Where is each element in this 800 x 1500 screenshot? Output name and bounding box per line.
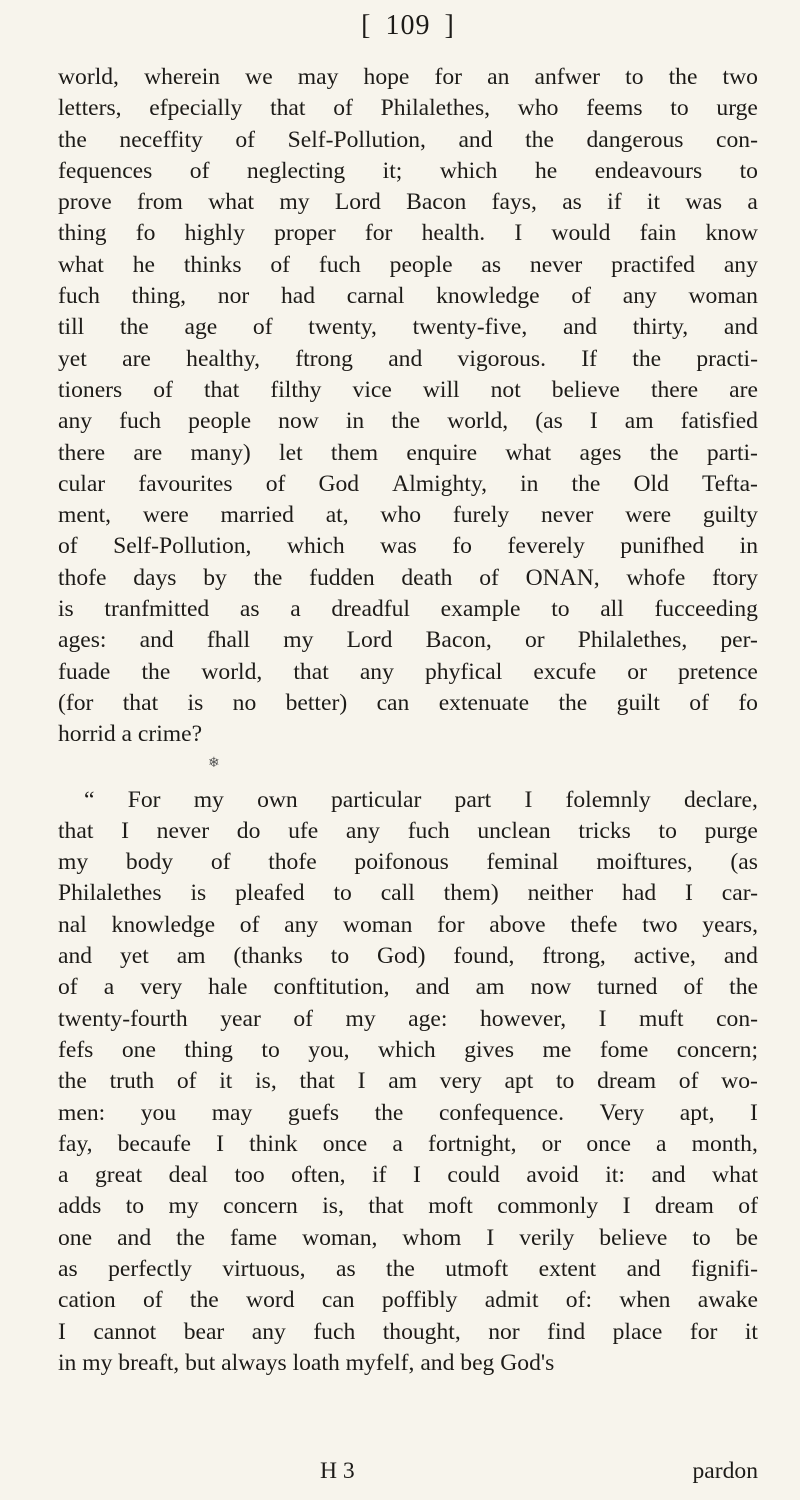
page-footer	[58, 1458, 758, 1490]
text-line: there are many) let them enquire what ages the parti-	[58, 439, 758, 466]
ornament-mark: ❄	[208, 755, 220, 771]
text-line: till the age of twenty, twenty-five, and thirty, and	[58, 314, 758, 341]
text-line: cation of the word can poffibly admit of: when awake	[58, 1287, 758, 1314]
text-line: what he thinks of fuch people as never practifed any	[58, 251, 758, 278]
text-line: fefs one thing to you, which gives me fome concern;	[58, 1036, 758, 1063]
text-line: any fuch people now in the world, (as I am fatisfied	[58, 408, 758, 435]
text-line: of a very hale conftitution, and am now turned of the	[58, 974, 758, 1001]
page-number: 109	[385, 10, 431, 41]
page-header	[58, 10, 758, 42]
text-line: the neceffity of Self-Pollution, and the dangerous con-	[58, 126, 758, 153]
text-line: one and the fame woman, whom I verily believe to be	[58, 1224, 758, 1251]
text-line: (for that is no better) can extenuate the guilt of fo	[58, 689, 758, 716]
book-page	[58, 0, 758, 1500]
text-line: in my breaft, but always loath myfelf, and beg God's	[58, 1349, 555, 1376]
text-line: twenty-fourth year of my age: however, I muft con-	[58, 1005, 758, 1032]
text-line: the truth of it is, that I am very apt to dream of wo-	[58, 1068, 758, 1095]
text-line: ages: and fhall my Lord Bacon, or Philalethes, per-	[58, 627, 758, 654]
paragraph-break	[58, 751, 758, 785]
text-line: yet are healthy, ftrong and vigorous. If the practi-	[58, 345, 758, 372]
text-line: that I never do ufe any fuch unclean tricks to purge	[58, 817, 758, 844]
text-line: a great deal too often, if I could avoid it: and what	[58, 1162, 758, 1189]
text-line: letters, efpecially that of Philalethes, who feems to urge	[58, 95, 758, 122]
text-line: cular favourites of God Almighty, in the Old Tefta-	[58, 470, 758, 497]
text-line: tioners of that filthy vice will not believe there are	[58, 376, 758, 403]
text-line: as perfectly virtuous, as the utmoft extent and fignifi-	[58, 1255, 758, 1282]
paragraph-2	[58, 785, 758, 1380]
text-line: horrid a crime?	[58, 721, 203, 748]
text-line: fequences of neglecting it; which he endeavours to	[58, 157, 758, 184]
text-line: Philalethes is pleafed to call them) neither had I car-	[58, 880, 758, 907]
text-line: thofe days by the fudden death of ONAN, whofe ftory	[58, 564, 758, 591]
header-right-bracket: ]	[444, 10, 455, 41]
text-line: world, wherein we may hope for an anfwer to the two	[58, 64, 758, 90]
text-line: “ For my own particular part I folemnly declare,	[84, 786, 758, 813]
text-line: I cannot bear any fuch thought, nor find place for it	[58, 1318, 758, 1345]
paragraph-1	[58, 62, 758, 751]
signature-mark: H 3	[320, 1458, 355, 1484]
text-line: nal knowledge of any woman for above thefe two years,	[58, 911, 758, 938]
text-line: ment, were married at, who furely never were guilty	[58, 502, 758, 529]
text-line: my body of thofe poifonous feminal moiftures, (as	[58, 849, 758, 876]
text-line: adds to my concern is, that moft commonly I dream of	[58, 1193, 758, 1220]
catchword: pardon	[692, 1458, 758, 1484]
text-line: fuch thing, nor had carnal knowledge of any woman	[58, 283, 758, 310]
text-line: fuade the world, that any phyfical excufe or pretence	[58, 658, 758, 685]
text-line: prove from what my Lord Bacon fays, as if it was a	[58, 189, 758, 216]
text-line: and yet am (thanks to God) found, ftrong, active, and	[58, 943, 758, 970]
text-line: of Self-Pollution, which was fo feverely punifhed in	[58, 533, 758, 560]
header-left-bracket: [	[361, 10, 372, 41]
text-line: men: you may guefs the confequence. Very apt, I	[58, 1099, 758, 1126]
text-line: is tranfmitted as a dreadful example to all fucceeding	[58, 596, 758, 623]
body-text	[58, 62, 758, 1379]
text-line: fay, becaufe I think once a fortnight, or once a month,	[58, 1130, 758, 1157]
text-line: thing fo highly proper for health. I would fain know	[58, 220, 758, 247]
